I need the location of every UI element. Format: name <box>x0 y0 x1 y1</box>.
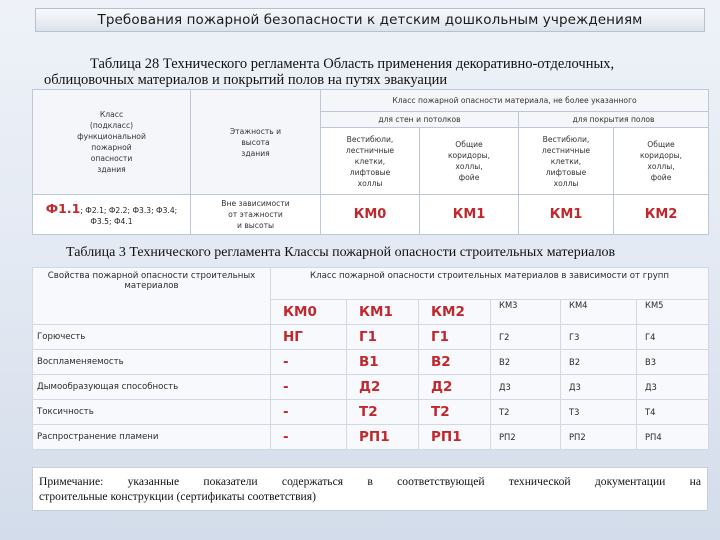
header-properties: Свойства пожарной опасности строительных материалов <box>33 268 271 325</box>
property-value: - <box>271 425 347 450</box>
class-km4: КМ4 <box>561 300 637 325</box>
property-name: Токсичность <box>33 400 271 425</box>
table-row <box>33 400 709 425</box>
property-value: В2 <box>491 350 561 375</box>
value-corridors-floors: КМ2 <box>614 195 709 235</box>
table-3 <box>32 267 709 450</box>
header-material-class: Класс пожарной опасности материала, не более указанного <box>321 90 709 112</box>
property-value: В3 <box>637 350 709 375</box>
property-value: Т3 <box>561 400 637 425</box>
property-value: Т4 <box>637 400 709 425</box>
property-value: Г3 <box>561 325 637 350</box>
class-km1: КМ1 <box>347 300 419 325</box>
property-value: Г1 <box>419 325 491 350</box>
table-row <box>33 425 709 450</box>
property-value: Г1 <box>347 325 419 350</box>
property-value: РП2 <box>561 425 637 450</box>
property-value: РП1 <box>347 425 419 450</box>
property-value: РП2 <box>491 425 561 450</box>
property-value: - <box>271 375 347 400</box>
header-floor-covering: для покрытия полов <box>519 112 709 128</box>
table-row <box>33 350 709 375</box>
note-box <box>32 467 708 511</box>
sub-vestibules-walls: Вестибюли, лестничные клетки, лифтовые холлы <box>321 128 420 195</box>
property-value: РП1 <box>419 425 491 450</box>
class-rest: ; Ф2.1; Ф2.2; Ф3.3; Ф3.4; Ф3.5; Ф4.1 <box>80 205 178 226</box>
row-floors-cell: Вне зависимости от этажности и высоты <box>191 195 321 235</box>
page-title: Требования пожарной безопасности к детским дошкольным учреждениям <box>35 8 705 32</box>
header-walls-ceilings: для стен и потолков <box>321 112 519 128</box>
value-corridors-walls: КМ1 <box>420 195 519 235</box>
value-vestibules-walls: КМ0 <box>321 195 420 235</box>
property-value: Т2 <box>491 400 561 425</box>
class-main: Ф1.1 <box>45 200 81 216</box>
property-value: Д3 <box>491 375 561 400</box>
property-value: Д3 <box>637 375 709 400</box>
property-value: Д2 <box>347 375 419 400</box>
property-value: В1 <box>347 350 419 375</box>
table3-caption: Таблица 3 Технического регламента Классы пожарной опасности строительных материалов <box>66 245 616 260</box>
table-28 <box>32 89 709 235</box>
property-value: Т2 <box>347 400 419 425</box>
property-name: Горючесть <box>33 325 271 350</box>
note-line2: строительные конструкции (сертификаты соответствия) <box>39 490 316 503</box>
property-name: Распространение пламени <box>33 425 271 450</box>
sub-vestibules-floors: Вестибюли, лестничные клетки, лифтовые холлы <box>519 128 614 195</box>
property-value: - <box>271 400 347 425</box>
table-row <box>33 325 709 350</box>
table-row <box>33 375 709 400</box>
class-km0: КМ0 <box>271 300 347 325</box>
class-km5: КМ5 <box>637 300 709 325</box>
property-value: - <box>271 350 347 375</box>
header-class: Класс (подкласс) функциональной пожарной опасности здания <box>33 90 191 195</box>
property-value: В2 <box>561 350 637 375</box>
header-floors: Этажность и высота здания <box>191 90 321 195</box>
property-value: Г4 <box>637 325 709 350</box>
property-value: Д3 <box>561 375 637 400</box>
property-value: РП4 <box>637 425 709 450</box>
row-class-cell <box>33 195 191 235</box>
property-value: В2 <box>419 350 491 375</box>
sub-corridors-floors: Общие коридоры, холлы, фойе <box>614 128 709 195</box>
header-class-by-group: Класс пожарной опасности строительных материалов в зависимости от групп <box>271 268 709 300</box>
property-value: Д2 <box>419 375 491 400</box>
table28-caption-line2: облицовочных материалов и покрытий полов на путях эвакуации <box>44 72 448 88</box>
value-vestibules-floors: КМ1 <box>519 195 614 235</box>
property-value: Т2 <box>419 400 491 425</box>
property-name: Воспламеняемость <box>33 350 271 375</box>
property-name: Дымообразующая способность <box>33 375 271 400</box>
note-line1: Примечание: указанные показатели содержаться в соответствующей технической документации на <box>39 475 701 488</box>
table28-caption-line1: Таблица 28 Технического регламента Область применения декоративно-отделочных, <box>90 56 615 72</box>
sub-corridors-walls: Общие коридоры, холлы, фойе <box>420 128 519 195</box>
property-value: Г2 <box>491 325 561 350</box>
class-km3: КМ3 <box>491 300 561 325</box>
class-km2: КМ2 <box>419 300 491 325</box>
property-value: НГ <box>271 325 347 350</box>
